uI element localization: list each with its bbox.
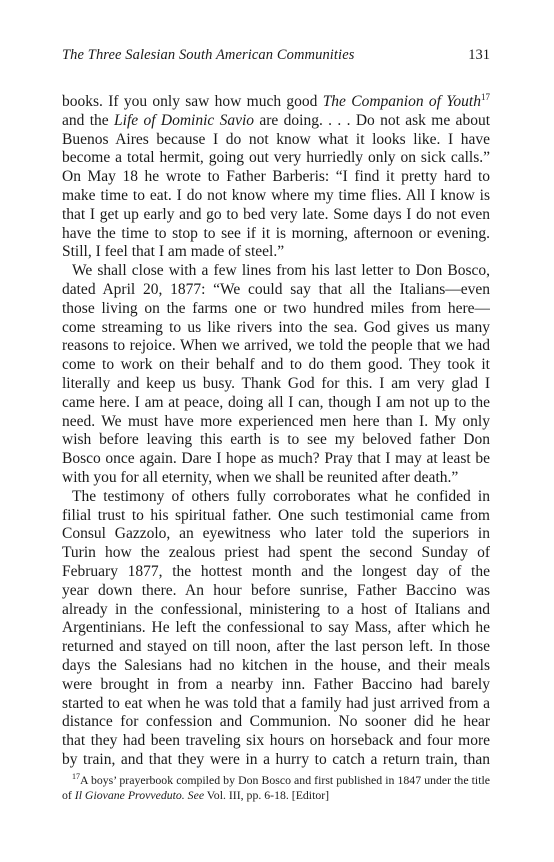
body-line [62,187,490,206]
body-line [62,507,490,526]
footnote-marker: 17 [481,93,490,102]
text-run: books. If you only saw how much good [62,93,323,110]
running-head: The Three Salesian South American Communities [62,47,355,63]
text-run: reasons to rejoice. When we arrived, we told the people that we had [62,337,490,355]
body-line [62,93,490,112]
body-line [62,544,490,563]
footnote-line [62,788,490,803]
body-line [62,300,490,319]
text-run: Vol. III, pp. 6-18. [Editor] [204,788,330,802]
text-run: come streaming to us like rivers into the sea. God gives us many [62,318,490,336]
text-run: filial trust to his spiritual father. One such testimonial came from [62,506,490,524]
text-run: On May 18 he wrote to Father Barberis: “I find it pretty hard to [62,168,490,186]
text-run: started to eat when he was told that a family had just arrived from a [62,694,490,712]
italic-text: Life of Dominic Savio [114,111,255,129]
italic-text: Il Giovane Provveduto. See [74,788,205,802]
text-run: distance for confession and Communion. No sooner did he hear [62,713,490,731]
body-line [62,563,490,582]
text-run: February 1877, the hottest month and the longest day of the [62,562,490,580]
text-run: Consul Gazzolo, an eyewitness who later told the superiors in [62,525,490,543]
footnote-line [62,773,490,788]
body-line [62,525,490,544]
text-run: come to work on their behalf and to do them good. They took it [62,356,490,374]
body-line [62,695,490,714]
text-run: The testimony of others fully corroborates what he confided in [72,487,490,505]
text-run: were brought in from a nearby inn. Father Baccino had barely [62,675,490,693]
text-run: have the time to stop to see if it is morning, afternoon or evening. [62,224,490,242]
body-line [62,619,490,638]
text-run: and the [62,111,115,129]
body-line [62,676,490,695]
text-run: Turin how the zealous priest had spent the second Sunday of [62,544,490,562]
text-run: are doing. . . . Do not ask me about [254,111,490,129]
text-run: days the Salesians had no kitchen in the house, and their meals [62,656,490,674]
text-run: Still, I feel that I am made of steel.” [62,243,285,261]
text-run: Argentinians. He left the confessional to say Mass, after which he [62,619,490,637]
text-run: wish before leaving this earth is to see my beloved father Don [62,431,490,449]
body-line [62,356,490,375]
text-run: already in the confessional, ministering to a host of Italians and [62,600,490,618]
text-run: by train, and that they were in a hurry to catch a return train, than [62,750,490,768]
text-run: need. We must have more experienced men here than I. My only [62,412,490,430]
text-run: Bosco once again. Dare I hope as much? Pray that I may at least be [62,450,490,468]
text-run: that I get up early and go to bed very late. Some days I do not even [62,205,490,223]
body-text [62,93,490,770]
text-run: of [62,788,75,802]
text-run: those living on the farms one or two hundred miles from here— [62,299,490,317]
body-line [62,149,490,168]
body-line [62,732,490,751]
text-run: We shall close with a few lines from his last letter to Don Bosco, [72,262,490,280]
page-header [62,47,490,67]
text-run: literally and keep us busy. Thank God for this. I am very glad I [62,374,490,392]
text-run: returned and stayed on till noon, after the last person left. In those [62,638,490,656]
body-line [62,168,490,187]
text-run: make time to eat. I do not know where my time flies. All I know is [62,186,490,204]
body-line [62,243,490,262]
footnote-marker: 17 [72,773,80,781]
body-line [62,469,490,488]
text-run: came here. I am at peace, doing all I can, though I am not up to the [62,393,490,411]
body-line [62,225,490,244]
text-run: with you for all eternity, when we shall be reunited after death.” [62,468,459,486]
body-line [62,431,490,450]
body-line [62,206,490,225]
body-line [62,413,490,432]
body-line [62,394,490,413]
page-number: 131 [468,47,490,63]
text-run: become a total hermit, going out very hurriedly only on sick calls.” [62,149,490,167]
body-line [62,713,490,732]
body-line [62,375,490,394]
text-run: Buenos Aires because I do not know what it looks like. I have [62,130,490,148]
body-line [62,582,490,601]
body-line [62,450,490,469]
body-line [62,281,490,300]
text-run: year down there. An hour before sunrise, Father Baccino was [62,581,490,599]
body-line [62,131,490,150]
body-line [62,601,490,620]
footnotes [62,773,490,803]
text-run: dated April 20, 1877: “We could say that all the Italians—even [62,280,490,298]
body-line [62,337,490,356]
body-line [62,657,490,676]
body-line [62,751,490,770]
body-line [62,112,490,131]
body-line [62,262,490,281]
text-run: that they had been traveling six hours on horseback and four more [62,732,490,750]
text-run: A boys’ prayerbook compiled by Don Bosco and first published in 1847 under the title [80,773,490,787]
italic-text: The Companion of Youth [322,93,481,110]
body-line [62,488,490,507]
body-line [62,638,490,657]
body-line [62,319,490,338]
